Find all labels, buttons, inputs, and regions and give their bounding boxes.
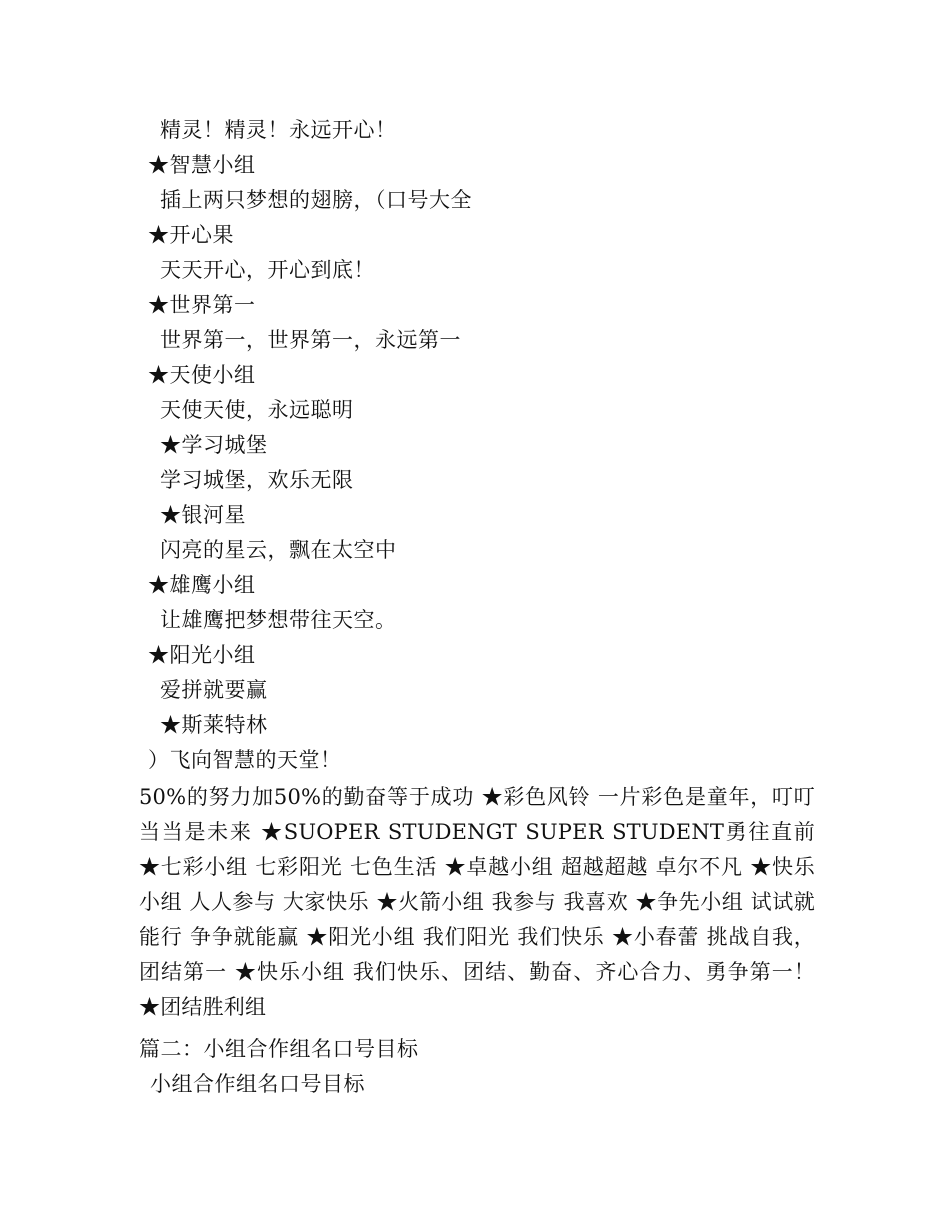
- group-heading: ★银河星: [160, 503, 246, 527]
- group-heading: ★天使小组: [148, 363, 256, 387]
- body-paragraph: 50%的努力加50%的勤奋等于成功 ★彩色风铃 一片彩色是童年，叮叮当当是未来 ★SUOPER STUDENGT SUPER STUDENT勇往直前 ★七彩小组 七彩阳光 七色生活 ★卓越小组 超越超越 卓尔不凡 ★快乐小组 人人参与 大家快乐 ★火箭小组 我参与 我喜欢 ★争先小组 试试就能行 争争就能赢 ★阳光小组 我们阳光 我们快乐 ★小春蕾 挑战自我，团结第一 ★快乐小组 我们快乐、团结、勤奋、齐心合力、勇争第一！ ★团结胜利组: [139, 785, 815, 1019]
- text-line: 天天开心，开心到底！: [160, 258, 375, 282]
- text-line: 让雄鹰把梦想带往天空。: [160, 608, 397, 632]
- text-line: 世界第一，世界第一，永远第一: [160, 328, 461, 352]
- section-heading: 篇二：小组合作组名口号目标: [139, 1037, 419, 1061]
- section-subheading: 小组合作组名口号目标: [150, 1072, 365, 1096]
- group-heading: ★世界第一: [148, 293, 256, 317]
- group-heading: ★智慧小组: [148, 153, 256, 177]
- text-line: 插上两只梦想的翅膀，（口号大全: [160, 188, 472, 212]
- group-heading: ★雄鹰小组: [148, 573, 256, 597]
- group-heading: ★斯莱特林: [160, 713, 268, 737]
- text-line: ）飞向智慧的天堂！: [148, 748, 342, 772]
- text-line: 爱拼就要赢: [160, 678, 268, 702]
- group-heading: ★开心果: [148, 223, 234, 247]
- group-heading: ★学习城堡: [160, 433, 268, 457]
- text-line: 学习城堡，欢乐无限: [160, 468, 354, 492]
- group-heading: ★阳光小组: [148, 643, 256, 667]
- text-line: 精灵！精灵！永远开心！: [160, 118, 397, 142]
- text-line: 闪亮的星云，飘在太空中: [160, 538, 397, 562]
- text-line: 天使天使，永远聪明: [160, 398, 354, 422]
